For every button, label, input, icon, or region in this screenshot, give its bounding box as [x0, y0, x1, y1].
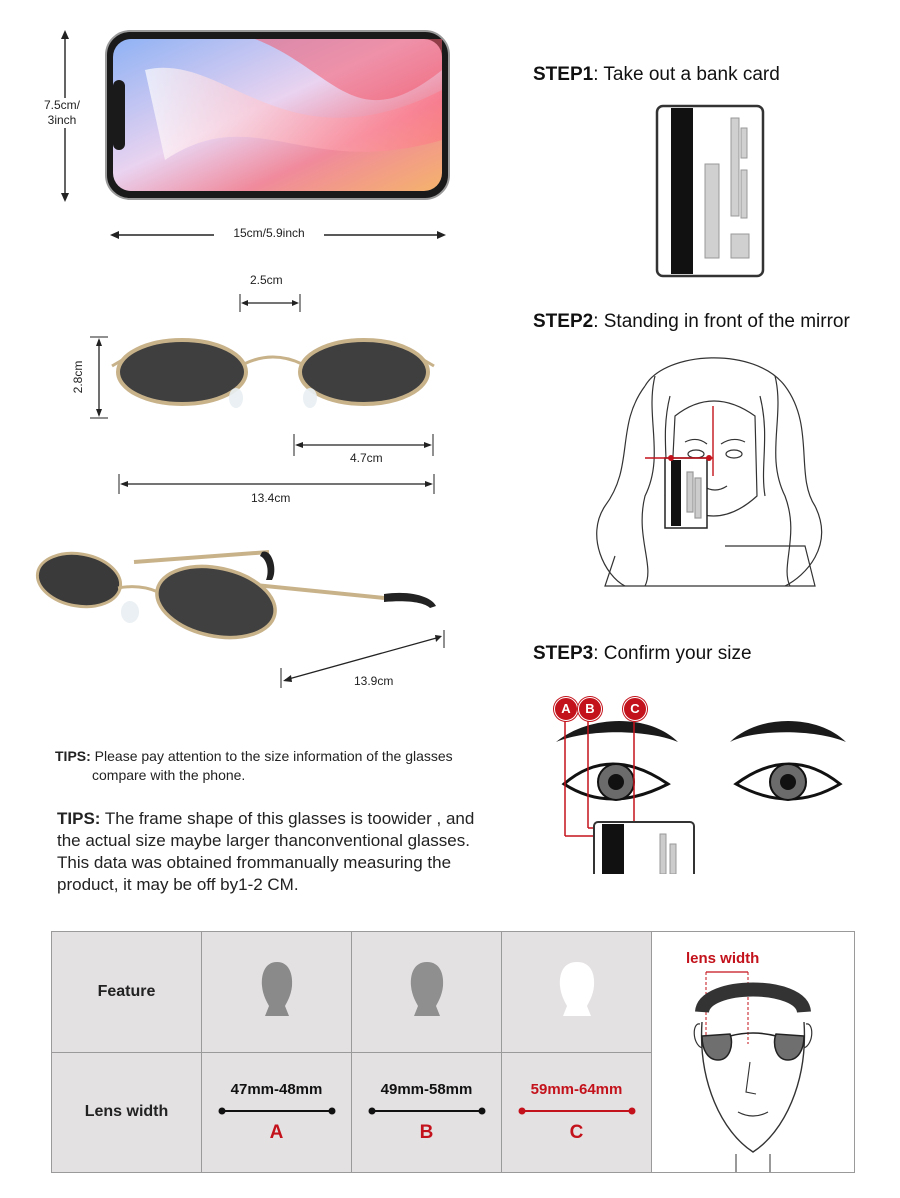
- face-silhouette-b: [407, 960, 447, 1018]
- face-silhouette-c: [557, 960, 597, 1018]
- face-silhouette-a: [257, 960, 297, 1018]
- phone-height-label: [38, 98, 86, 128]
- glasses-front-image: [106, 332, 440, 422]
- step2-text: : Standing in front of the mirror: [593, 311, 850, 332]
- face-cell-a: [202, 932, 352, 1053]
- range-c-line: [518, 1104, 636, 1118]
- marker-a: A: [554, 697, 578, 721]
- range-b-letter: B: [419, 1121, 434, 1143]
- range-c-letter: C: [569, 1121, 584, 1143]
- bridge-width-arrow: [238, 294, 302, 312]
- feature-header-cell: [52, 932, 202, 1053]
- range-b-text: 49mm-58mm: [380, 1080, 473, 1098]
- lens-width-illustration-label: lens width: [686, 950, 760, 967]
- range-cell-a: [202, 1052, 352, 1173]
- bank-card-illustration: [655, 104, 765, 278]
- step3-text: : Confirm your size: [593, 643, 752, 664]
- tips2-line3: This data was obtained frommanually measuring the: [57, 853, 452, 872]
- range-a-text: 47mm-48mm: [230, 1080, 323, 1098]
- range-c-text: 59mm-64mm: [530, 1080, 623, 1098]
- marker-b: B: [578, 697, 602, 721]
- range-cell-b: [352, 1052, 502, 1173]
- lens-width-illustration-cell: [652, 932, 855, 1173]
- tips1-line1: Please pay attention to the size information of the glasses: [90, 748, 453, 764]
- range-cell-c: [502, 1052, 652, 1173]
- lens-width-label: 4.7cm: [350, 451, 383, 465]
- phone-illustration: [105, 30, 450, 200]
- range-b-line: [368, 1104, 486, 1118]
- step2-heading: [533, 311, 850, 333]
- total-width-label: 13.4cm: [251, 491, 291, 505]
- bridge-width-label: 2.5cm: [250, 273, 283, 287]
- step3-heading: [533, 643, 752, 665]
- tips2-label: TIPS:: [57, 809, 101, 828]
- lens-width-row-label: Lens width: [84, 1103, 169, 1121]
- size-table: [51, 931, 855, 1173]
- phone-width-label: 15cm/5.9inch: [214, 226, 324, 240]
- frame-height-label: 2.8cm: [71, 360, 85, 394]
- step1-heading: [533, 64, 780, 86]
- tips2-line4: product, it may be off by1-2 CM.: [57, 875, 299, 894]
- range-a-letter: A: [269, 1121, 284, 1143]
- step3-number: STEP3: [533, 643, 594, 664]
- tips-phone-compare: [55, 747, 495, 785]
- table-row-feature: [52, 932, 855, 1053]
- temple-length-label: 13.9cm: [354, 674, 394, 688]
- phone-height-label-line2: 3inch: [47, 113, 77, 127]
- face-cell-b: [352, 932, 502, 1053]
- tips1-label: TIPS:: [55, 748, 91, 764]
- phone-height-label-line1: 7.5cm/: [43, 98, 80, 112]
- eyes-measure-illustration: [550, 694, 850, 874]
- tips1-line2: compare with the phone.: [92, 767, 246, 783]
- lens-width-header-cell: [52, 1052, 202, 1173]
- tips-frame-size: [57, 808, 497, 896]
- head-glasses-illustration: [652, 932, 854, 1172]
- range-a-line: [218, 1104, 336, 1118]
- face-cell-c: [502, 932, 652, 1053]
- feature-label: Feature: [97, 982, 156, 1000]
- marker-c: C: [623, 697, 647, 721]
- step1-text: : Take out a bank card: [593, 64, 780, 85]
- tips2-line2: the actual size maybe larger thanconventional glasses.: [57, 831, 470, 850]
- step1-number: STEP1: [533, 64, 594, 85]
- tips2-line1: The frame shape of this glasses is toowider , and: [100, 809, 475, 828]
- mirror-face-illustration: [585, 346, 837, 590]
- step2-number: STEP2: [533, 311, 594, 332]
